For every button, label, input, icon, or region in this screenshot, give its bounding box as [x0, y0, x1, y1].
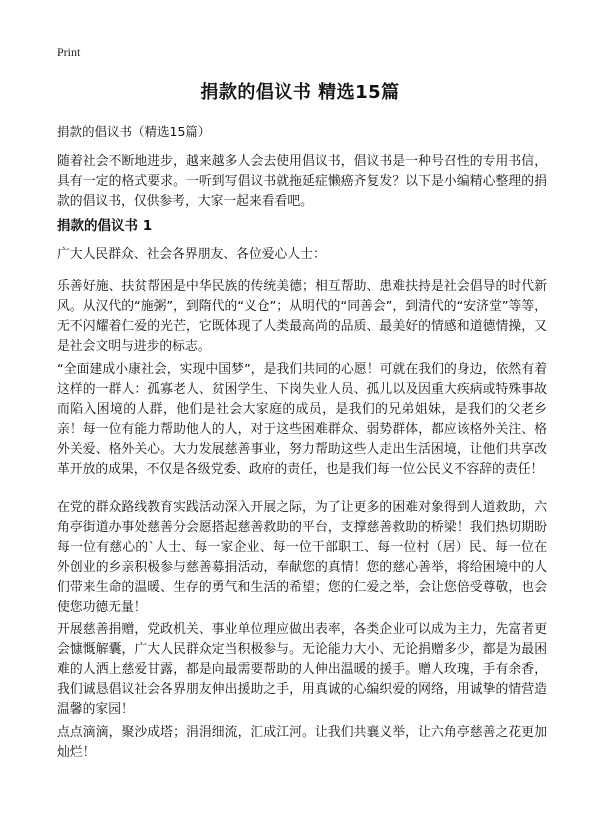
print-link[interactable]: Print [57, 45, 81, 59]
document-subtitle: 捐款的倡议书（精选15篇） [57, 124, 211, 139]
body-paragraph-3: 在党的群众路线教育实践活动深入开展之际，为了让更多的困难对象得到人道救助，六角亭街道办事处慈善分会愿搭起慈善救助的平台，支撑慈善救助的桥梁！我们热切期盼每一位有慈心的`人士、每一家企业、每一位干部职工、每一位村（居）民、每一位在外创业的乡亲积极参与慈善募捐活动，奉献您的真情！您的慈心善举，将给困境中的人们带来生命的温暖、生存的勇气和生活的希望；您的仁爱之举，会让您倍受尊敬，也会使您功德无量！ [57, 500, 547, 615]
section-heading: 捐款的倡议书 1 [57, 218, 153, 234]
body-paragraph-4: 开展慈善捐赠，党政机关、事业单位理应做出表率，各类企业可以成为主力，先富者更会慷慨解囊，广大人民群众定当积极参与。无论能力大小、无论捐赠多少，都是为最困难的人洒上慈爱甘露，都是向最需要帮助的人伸出温暖的援手。赠人玫瑰，手有余香，我们诚恳倡议社会各界朋友伸出援助之手，用真诚的心编织爱的网络，用诚挚的情营造温馨的家园！ [57, 622, 547, 717]
body-paragraph-1: 乐善好施、扶贫帮困是中华民族的传统美德；相互帮助、患难扶持是社会倡导的时代新风。从汉代的“施粥”，到隋代的“义仓”；从明代的“同善会”，到清代的“安济堂”等等，无不闪耀着仁爱的光芒，它既体现了人类最高尚的品质、最美好的情感和道德情操，又是社会文明与进步的标志。 [57, 279, 547, 354]
document-title: 捐款的倡议书 精选15篇 [200, 82, 400, 103]
salutation: 广大人民群众、社会各界朋友、各位爱心人士： [57, 247, 326, 262]
intro-paragraph: 随着社会不断地进步，越来越多人会去使用倡议书，倡议书是一种号召性的专用书信，具有一定的格式要求。一听到写倡议书就拖延症懒癌齐复发？以下是小编精心整理的捐款的倡议书，仅供参考，大家一起来看看吧。 [57, 154, 547, 209]
body-paragraph-5: 点点滴滴，聚沙成塔；涓涓细流，汇成江河。让我们共襄义举，让六角亭慈善之花更加灿烂！ [57, 725, 547, 760]
body-paragraph-2: “全面建成小康社会，实现中国梦”，是我们共同的心愿！可就在我们的身边，依然有着这样的一群人：孤寡老人、贫困学生、下岗失业人员、孤儿以及因重大疾病或特殊事故而陷入困境的人群，他们是社会大家庭的成员，是我们的兄弟姐妹，是我们的父老乡亲！每一位有能力帮助他人的人，对于这些困难群众、弱势群体，都应该格外关注、格外关爱、格外关心。大力发展慈善事业，努力帮助这些人走出生活困境，让他们共享改革开放的成果，不仅是各级党委、政府的责任，也是我们每一位公民义不容辞的责任！ [57, 362, 547, 477]
